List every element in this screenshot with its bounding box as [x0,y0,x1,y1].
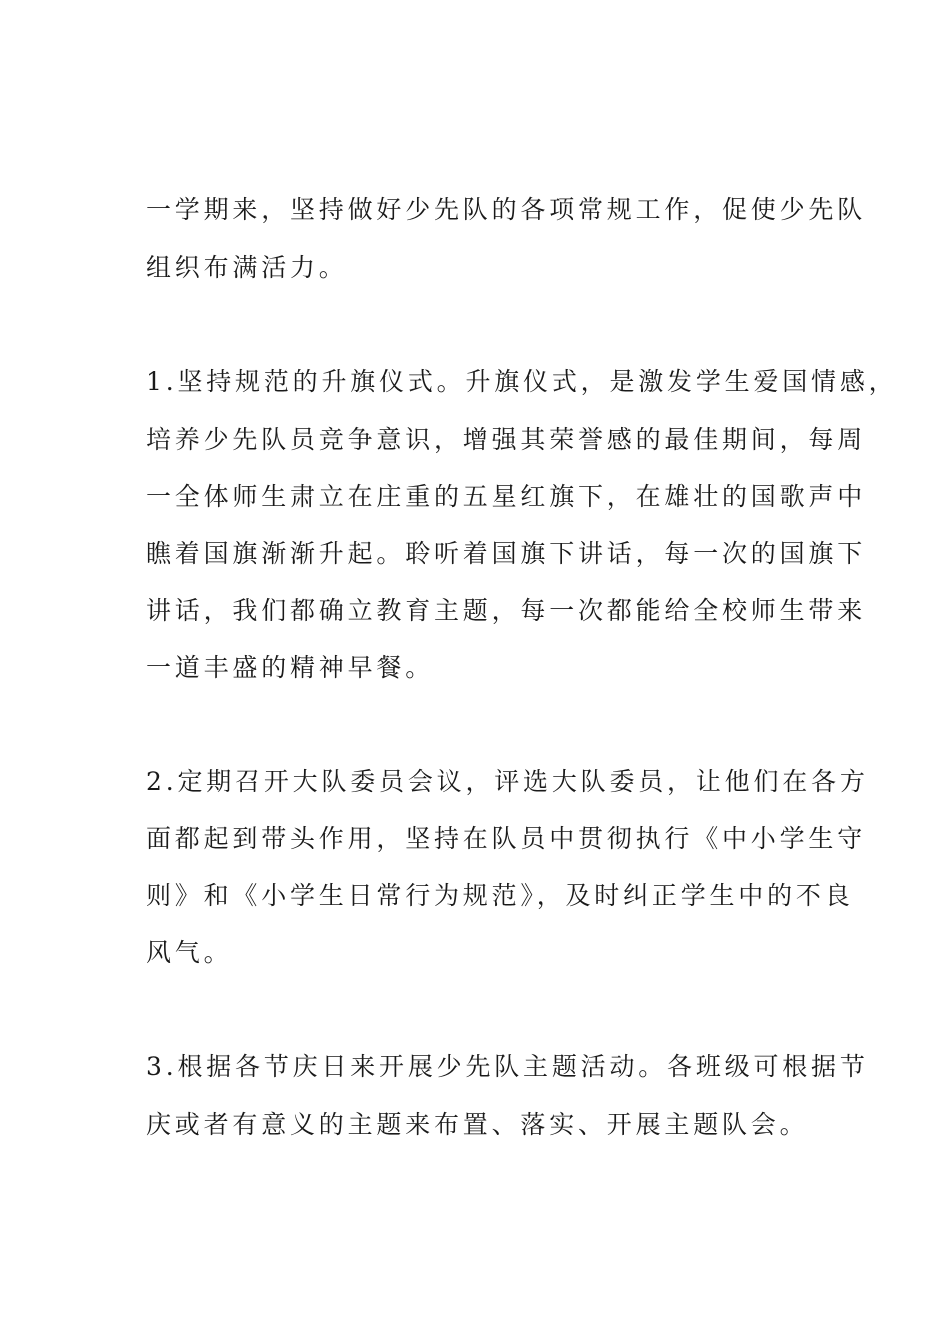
paragraph-3-line-4: 风气。 [146,938,233,967]
paragraph-3-line-3: 则》和《小学生日常行为规范》，及时纠正学生中的不良 [146,881,854,910]
paragraph-2-line-3: 一全体师生肃立在庄重的五星红旗下，在雄壮的国歌声中 [146,482,867,511]
paragraph-4-line-1: 3.根据各节庆日来开展少先队主题活动。各班级可根据节 [146,1052,869,1081]
paragraph-2-line-1: 1.坚持规范的升旗仪式。升旗仪式，是激发学生爱国情感， [146,367,898,396]
paragraph-3-line-1: 2.定期召开大队委员会议，评选大队委员，让他们在各方 [146,767,869,796]
paragraph-4-line-2: 庆或者有意义的主题来布置、落实、开展主题队会。 [146,1110,809,1139]
paragraph-3-line-2: 面都起到带头作用，坚持在队员中贯彻执行《中小学生守 [146,824,867,853]
paragraph-1-line-2: 组织布满活力。 [146,253,348,282]
paragraph-2-line-4: 瞧着国旗渐渐升起。聆听着国旗下讲话，每一次的国旗下 [146,539,867,568]
paragraph-2-line-2: 培养少先队员竞争意识，增强其荣誉感的最佳期间，每周 [146,425,867,454]
paragraph-2-line-5: 讲话，我们都确立教育主题，每一次都能给全校师生带来 [146,596,867,625]
paragraph-2-line-6: 一道丰盛的精神早餐。 [146,653,435,682]
paragraph-1-line-1: 一学期来，坚持做好少先队的各项常规工作，促使少先队 [146,195,867,224]
